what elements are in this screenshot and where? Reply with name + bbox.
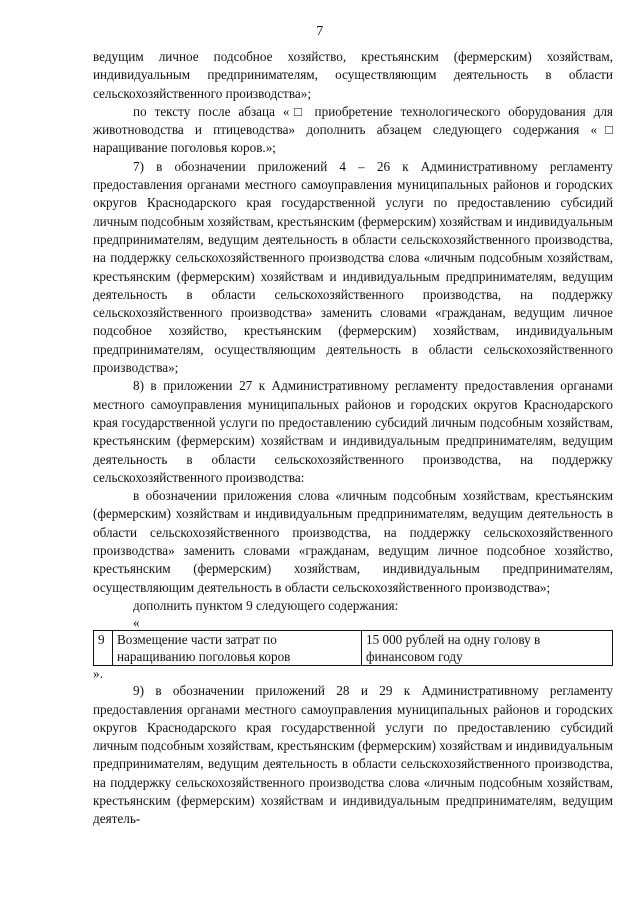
row-name: Возмещение части затрат по наращиванию поголовья коров [113, 631, 362, 666]
table-row [94, 631, 613, 666]
paragraph: 8) в приложении 27 к Административному регламенту предоставления органами местного самоуправления муниципальных районов и городских округов Краснодарского края государственной услуги по предоставлению субсидий личным подсобным хозяйствам, крестьянским (фермерским) хозяйствам и индивидуальным предпринимателям, ведущим деятельность в области сельскохозяйственного производства, на поддержку сельскохозяйственного производства: [93, 378, 613, 485]
row-amount: 15 000 рублей на одну голову в финансовом году [362, 631, 613, 666]
body-text [93, 48, 613, 829]
insert-table [93, 630, 613, 666]
paragraph: в обозначении приложения слова «личным подсобным хозяйствам, крестьянским (фермерским) хозяйствам и индивидуальным предпринимателям, ведущим деятельность в области сельскохозяйственного производства, на поддержку сельскохозяйственного производства» заменить словами «гражданам, ведущим личное подсобное хозяйство, крестьянским (фермерским) хозяйствам, индивидуальным предпринимателям, осуществляющим деятельность в области сельскохозяйственного производства»; [93, 488, 613, 595]
page-number: 7 [316, 24, 324, 39]
opening-quote: « [133, 615, 140, 631]
paragraph: 9) в обозначении приложений 28 и 29 к Административному регламенту предоставления органами местного самоуправления муниципальных районов и городских округов Краснодарского края государственной услуги по предоставлению субсидий личным подсобным хозяйствам, крестьянским (фермерским) хозяйствам и индивидуальным предпринимателям, ведущим деятельность в области сельскохозяйственного производства, на поддержку сельскохозяйственного производства слова «личным подсобным хозяйствам, крестьянским (фермерским) хозяйствам и индивидуальным предпринимателям, ведущим деятель- [93, 683, 613, 827]
paragraph: ведущим личное подсобное хозяйство, крестьянским (фермерским) хозяйствам, индивидуальным предпринимателям, осуществляющим деятельность в области сельскохозяйственного производства»; [93, 49, 613, 101]
paragraph: по тексту после абзаца «□ приобретение технологического оборудования для животноводства и птицеводства» дополнить абзацем следующего содержания «□ наращивание поголовья коров.»; [93, 103, 613, 156]
row-number: 9 [94, 631, 113, 666]
paragraph: дополнить пунктом 9 следующего содержания: [133, 597, 399, 613]
closing-quote: ». [93, 666, 103, 682]
paragraph: 7) в обозначении приложений 4 – 26 к Административному регламенту предоставления органами местного самоуправления муниципальных районов и городских округов Краснодарского края государственной услуги по предоставлению субсидий личным подсобным хозяйствам, крестьянским (фермерским) хозяйствам и индивидуальным предпринимателям, ведущим деятельность в области сельскохозяйственного производства, на поддержку сельскохозяйственного производства слова «личным подсобным хозяйствам, крестьянским (фермерским) хозяйствам и индивидуальным предпринимателям, ведущим деятельность в области сельскохозяйственного производства, на поддержку сельскохозяйственного производства» заменить словами «гражданам, ведущим личное подсобное хозяйство, крестьянским (фермерским) хозяйствам, индивидуальным предпринимателям, осуществляющим деятельность в области сельскохозяйственного производства»; [93, 158, 613, 376]
